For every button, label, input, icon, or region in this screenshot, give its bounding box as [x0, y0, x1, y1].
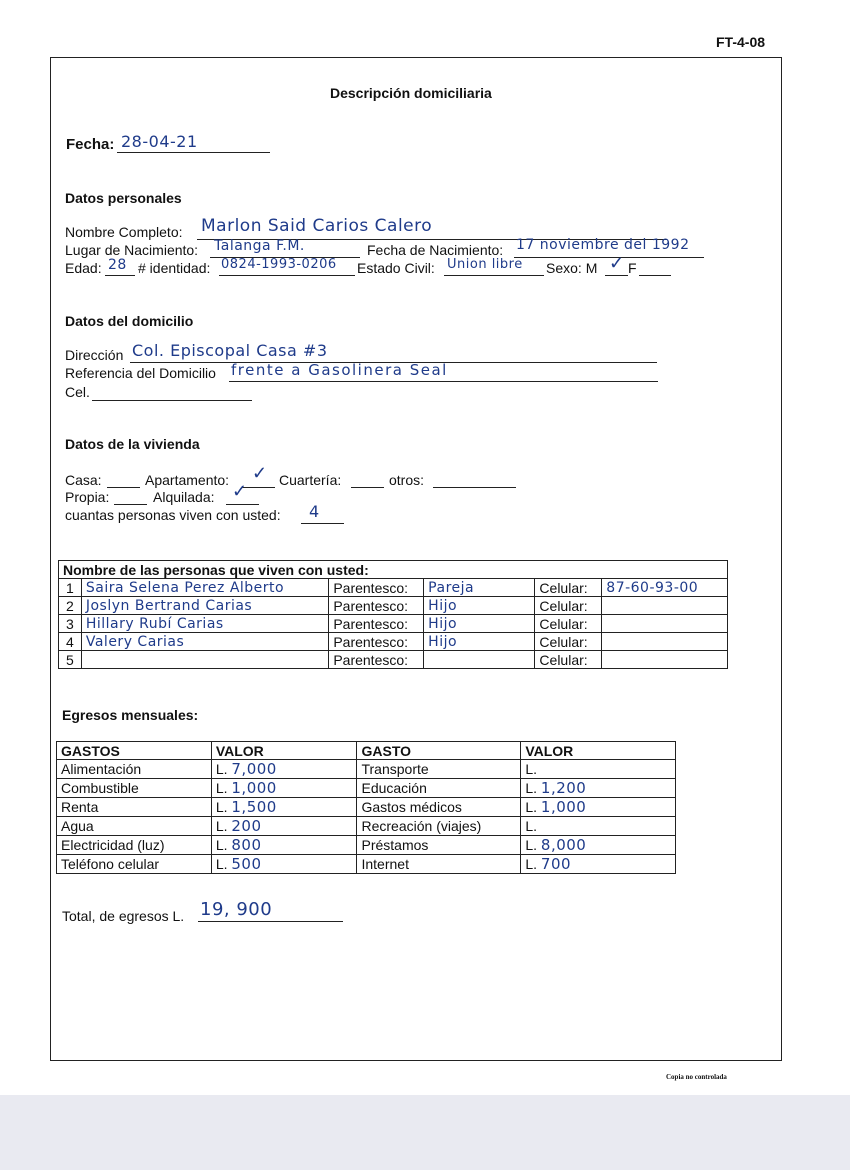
- valor-value: 1,500: [231, 798, 277, 816]
- propia-label: Propia:: [65, 489, 110, 505]
- gasto-label: Agua: [57, 817, 212, 836]
- parentesco-cell[interactable]: Hijo: [424, 597, 535, 615]
- col-valor-header: VALOR: [211, 742, 357, 760]
- parentesco-cell[interactable]: Pareja: [424, 579, 535, 597]
- persona-nombre-cell[interactable]: Valery Carias: [81, 633, 328, 651]
- cel-field[interactable]: [92, 383, 252, 401]
- persona-nombre-cell[interactable]: [81, 651, 328, 669]
- celular-cell[interactable]: [602, 651, 728, 669]
- lugar-label: Lugar de Nacimiento:: [65, 242, 199, 258]
- currency-label: L.: [525, 837, 538, 853]
- estado-field[interactable]: [444, 259, 544, 276]
- celular-cell[interactable]: [602, 615, 728, 633]
- propia-field[interactable]: [114, 488, 147, 505]
- gasto-label: Alimentación: [57, 760, 212, 779]
- valor-value: 500: [231, 855, 262, 873]
- col-valor2-header: VALOR: [521, 742, 676, 760]
- table-row: [57, 855, 676, 874]
- table-row: [59, 615, 728, 633]
- lugar-field[interactable]: [210, 238, 360, 258]
- casa-label: Casa:: [65, 472, 102, 488]
- sexo-f-label: F: [628, 260, 637, 276]
- table-row: [59, 597, 728, 615]
- currency-label: L.: [215, 818, 228, 834]
- valor-value: 1,000: [540, 798, 587, 816]
- table-row: [59, 651, 728, 669]
- celular-cell[interactable]: 87-60-93-00: [602, 579, 728, 597]
- persona-nombre-cell[interactable]: Saira Selena Perez Alberto: [81, 579, 328, 597]
- nombre-label: Nombre Completo:: [65, 224, 183, 240]
- row-number: 1: [59, 579, 82, 597]
- personas-value: 4: [309, 502, 320, 521]
- currency-label: L.: [215, 780, 228, 796]
- row-number: 3: [59, 615, 82, 633]
- personas-field[interactable]: [301, 502, 344, 524]
- table-row: [57, 779, 676, 798]
- valor-value: 1,200: [540, 779, 587, 797]
- form-code: FT-4-08: [716, 34, 766, 50]
- direccion-label: Dirección: [65, 347, 124, 363]
- egresos-table: [56, 741, 676, 874]
- celular-label: Celular:: [535, 651, 602, 669]
- casa-field[interactable]: [107, 471, 140, 488]
- parentesco-label: Parentesco:: [329, 597, 424, 615]
- otros-field[interactable]: [433, 471, 516, 488]
- table-row: [57, 760, 676, 779]
- fecha-label: Fecha:: [66, 136, 115, 153]
- currency-label: L.: [215, 761, 228, 777]
- alquilada-field[interactable]: [226, 481, 259, 505]
- currency-label: L.: [215, 837, 228, 853]
- valor-cell[interactable]: [211, 836, 357, 855]
- valor-cell[interactable]: [211, 779, 357, 798]
- vivienda-heading: Datos de la vivienda: [65, 436, 200, 452]
- valor-value: 200: [231, 817, 262, 835]
- valor-cell[interactable]: [521, 779, 676, 798]
- gasto-label: Internet: [357, 855, 521, 874]
- table-row: [59, 633, 728, 651]
- celular-label: Celular:: [535, 597, 602, 615]
- cel-label: Cel.: [65, 384, 90, 400]
- cuarteria-label: Cuartería:: [279, 472, 342, 488]
- valor-value: 800: [231, 836, 262, 854]
- valor-cell[interactable]: [211, 760, 357, 779]
- egresos-heading: Egresos mensuales:: [62, 707, 199, 723]
- edad-label: Edad:: [65, 260, 102, 276]
- currency-label: L.: [525, 818, 538, 834]
- estado-label: Estado Civil:: [357, 260, 435, 276]
- parentesco-cell[interactable]: [424, 651, 535, 669]
- celular-label: Celular:: [535, 579, 602, 597]
- total-field[interactable]: [198, 899, 343, 922]
- sexo-f-field[interactable]: [639, 259, 671, 276]
- celular-cell[interactable]: [602, 597, 728, 615]
- page-title: Descripción domiciliaria: [330, 85, 492, 101]
- referencia-field[interactable]: [229, 361, 658, 382]
- identidad-label: # identidad:: [138, 260, 211, 276]
- fecha-nac-value: 17 noviembre del 1992: [516, 237, 690, 253]
- currency-label: L.: [215, 856, 228, 872]
- table-row: [57, 836, 676, 855]
- identidad-field[interactable]: [219, 259, 355, 276]
- fecha-nac-label: Fecha de Nacimiento:: [367, 242, 504, 258]
- gasto-label: Educación: [357, 779, 521, 798]
- valor-cell[interactable]: [521, 760, 676, 779]
- parentesco-label: Parentesco:: [329, 615, 424, 633]
- valor-cell[interactable]: [211, 855, 357, 874]
- personas-label: cuantas personas viven con usted:: [65, 507, 281, 523]
- currency-label: L.: [525, 780, 538, 796]
- gasto-label: Gastos médicos: [357, 798, 521, 817]
- gasto-label: Préstamos: [357, 836, 521, 855]
- valor-value: 700: [540, 855, 572, 873]
- apartamento-label: Apartamento:: [145, 472, 230, 488]
- table-row: [59, 579, 728, 597]
- celular-label: Celular:: [535, 633, 602, 651]
- currency-label: L.: [525, 761, 538, 777]
- gasto-label: Recreación (viajes): [357, 817, 521, 836]
- valor-value: 8,000: [540, 836, 587, 854]
- apartamento-check-icon: ✓: [252, 463, 268, 483]
- lugar-value: Talanga F.M.: [214, 238, 305, 254]
- celular-label: Celular:: [535, 615, 602, 633]
- col-gasto-header: GASTO: [357, 742, 521, 760]
- valor-cell[interactable]: [521, 798, 676, 817]
- edad-field[interactable]: [105, 259, 135, 276]
- total-value: 19, 900: [200, 899, 273, 920]
- valor-cell[interactable]: [521, 817, 676, 836]
- scan-margin: [0, 1095, 850, 1170]
- edad-value: 28: [108, 257, 127, 273]
- personas-table: [58, 560, 728, 669]
- parentesco-cell[interactable]: Hijo: [424, 633, 535, 651]
- estado-value: Union libre: [447, 257, 523, 272]
- gasto-label: Combustible: [57, 779, 212, 798]
- valor-cell[interactable]: [211, 817, 357, 836]
- fecha-value: 28-04-21: [121, 132, 198, 151]
- sexo-label: Sexo: M: [546, 260, 598, 276]
- parentesco-cell[interactable]: Hijo: [424, 615, 535, 633]
- parentesco-label: Parentesco:: [329, 651, 424, 669]
- identidad-value: 0824-1993-0206: [221, 257, 337, 272]
- gasto-label: Electricidad (luz): [57, 836, 212, 855]
- persona-nombre-cell[interactable]: Hillary Rubí Carias: [81, 615, 328, 633]
- celular-cell[interactable]: [602, 633, 728, 651]
- personas-table-header: Nombre de las personas que viven con usted:: [59, 561, 728, 579]
- valor-cell[interactable]: [521, 836, 676, 855]
- valor-value: 1,000: [231, 779, 277, 797]
- valor-value: 7,000: [231, 760, 277, 778]
- referencia-label: Referencia del Domicilio: [65, 365, 216, 381]
- currency-label: L.: [525, 856, 538, 872]
- gasto-label: Renta: [57, 798, 212, 817]
- persona-nombre-cell[interactable]: Joslyn Bertrand Carias: [81, 597, 328, 615]
- cuarteria-field[interactable]: [351, 471, 384, 488]
- personal-heading: Datos personales: [65, 190, 182, 206]
- alquilada-label: Alquilada:: [153, 489, 215, 505]
- col-gastos-header: GASTOS: [57, 742, 212, 760]
- parentesco-label: Parentesco:: [329, 633, 424, 651]
- table-row: [57, 798, 676, 817]
- total-label: Total, de egresos L.: [62, 908, 185, 924]
- gasto-label: Transporte: [357, 760, 521, 779]
- currency-label: L.: [525, 799, 538, 815]
- domicilio-heading: Datos del domicilio: [65, 313, 194, 329]
- row-number: 4: [59, 633, 82, 651]
- row-number: 2: [59, 597, 82, 615]
- otros-label: otros:: [389, 472, 425, 488]
- sexo-m-field[interactable]: [605, 253, 628, 276]
- sexo-m-check-icon: ✓: [609, 253, 625, 273]
- row-number: 5: [59, 651, 82, 669]
- alquilada-check-icon: ✓: [232, 481, 248, 501]
- table-row: [57, 817, 676, 836]
- parentesco-label: Parentesco:: [329, 579, 424, 597]
- fecha-line[interactable]: [117, 134, 270, 153]
- nombre-value: Marlon Said Carios Calero: [201, 216, 433, 236]
- direccion-value: Col. Episcopal Casa #3: [132, 341, 328, 360]
- currency-label: L.: [215, 799, 228, 815]
- footer-note: Copia no controlada: [666, 1073, 727, 1081]
- valor-cell[interactable]: [211, 798, 357, 817]
- valor-cell[interactable]: [521, 855, 676, 874]
- gasto-label: Teléfono celular: [57, 855, 212, 874]
- referencia-value: frente a Gasolinera Seal: [231, 361, 448, 379]
